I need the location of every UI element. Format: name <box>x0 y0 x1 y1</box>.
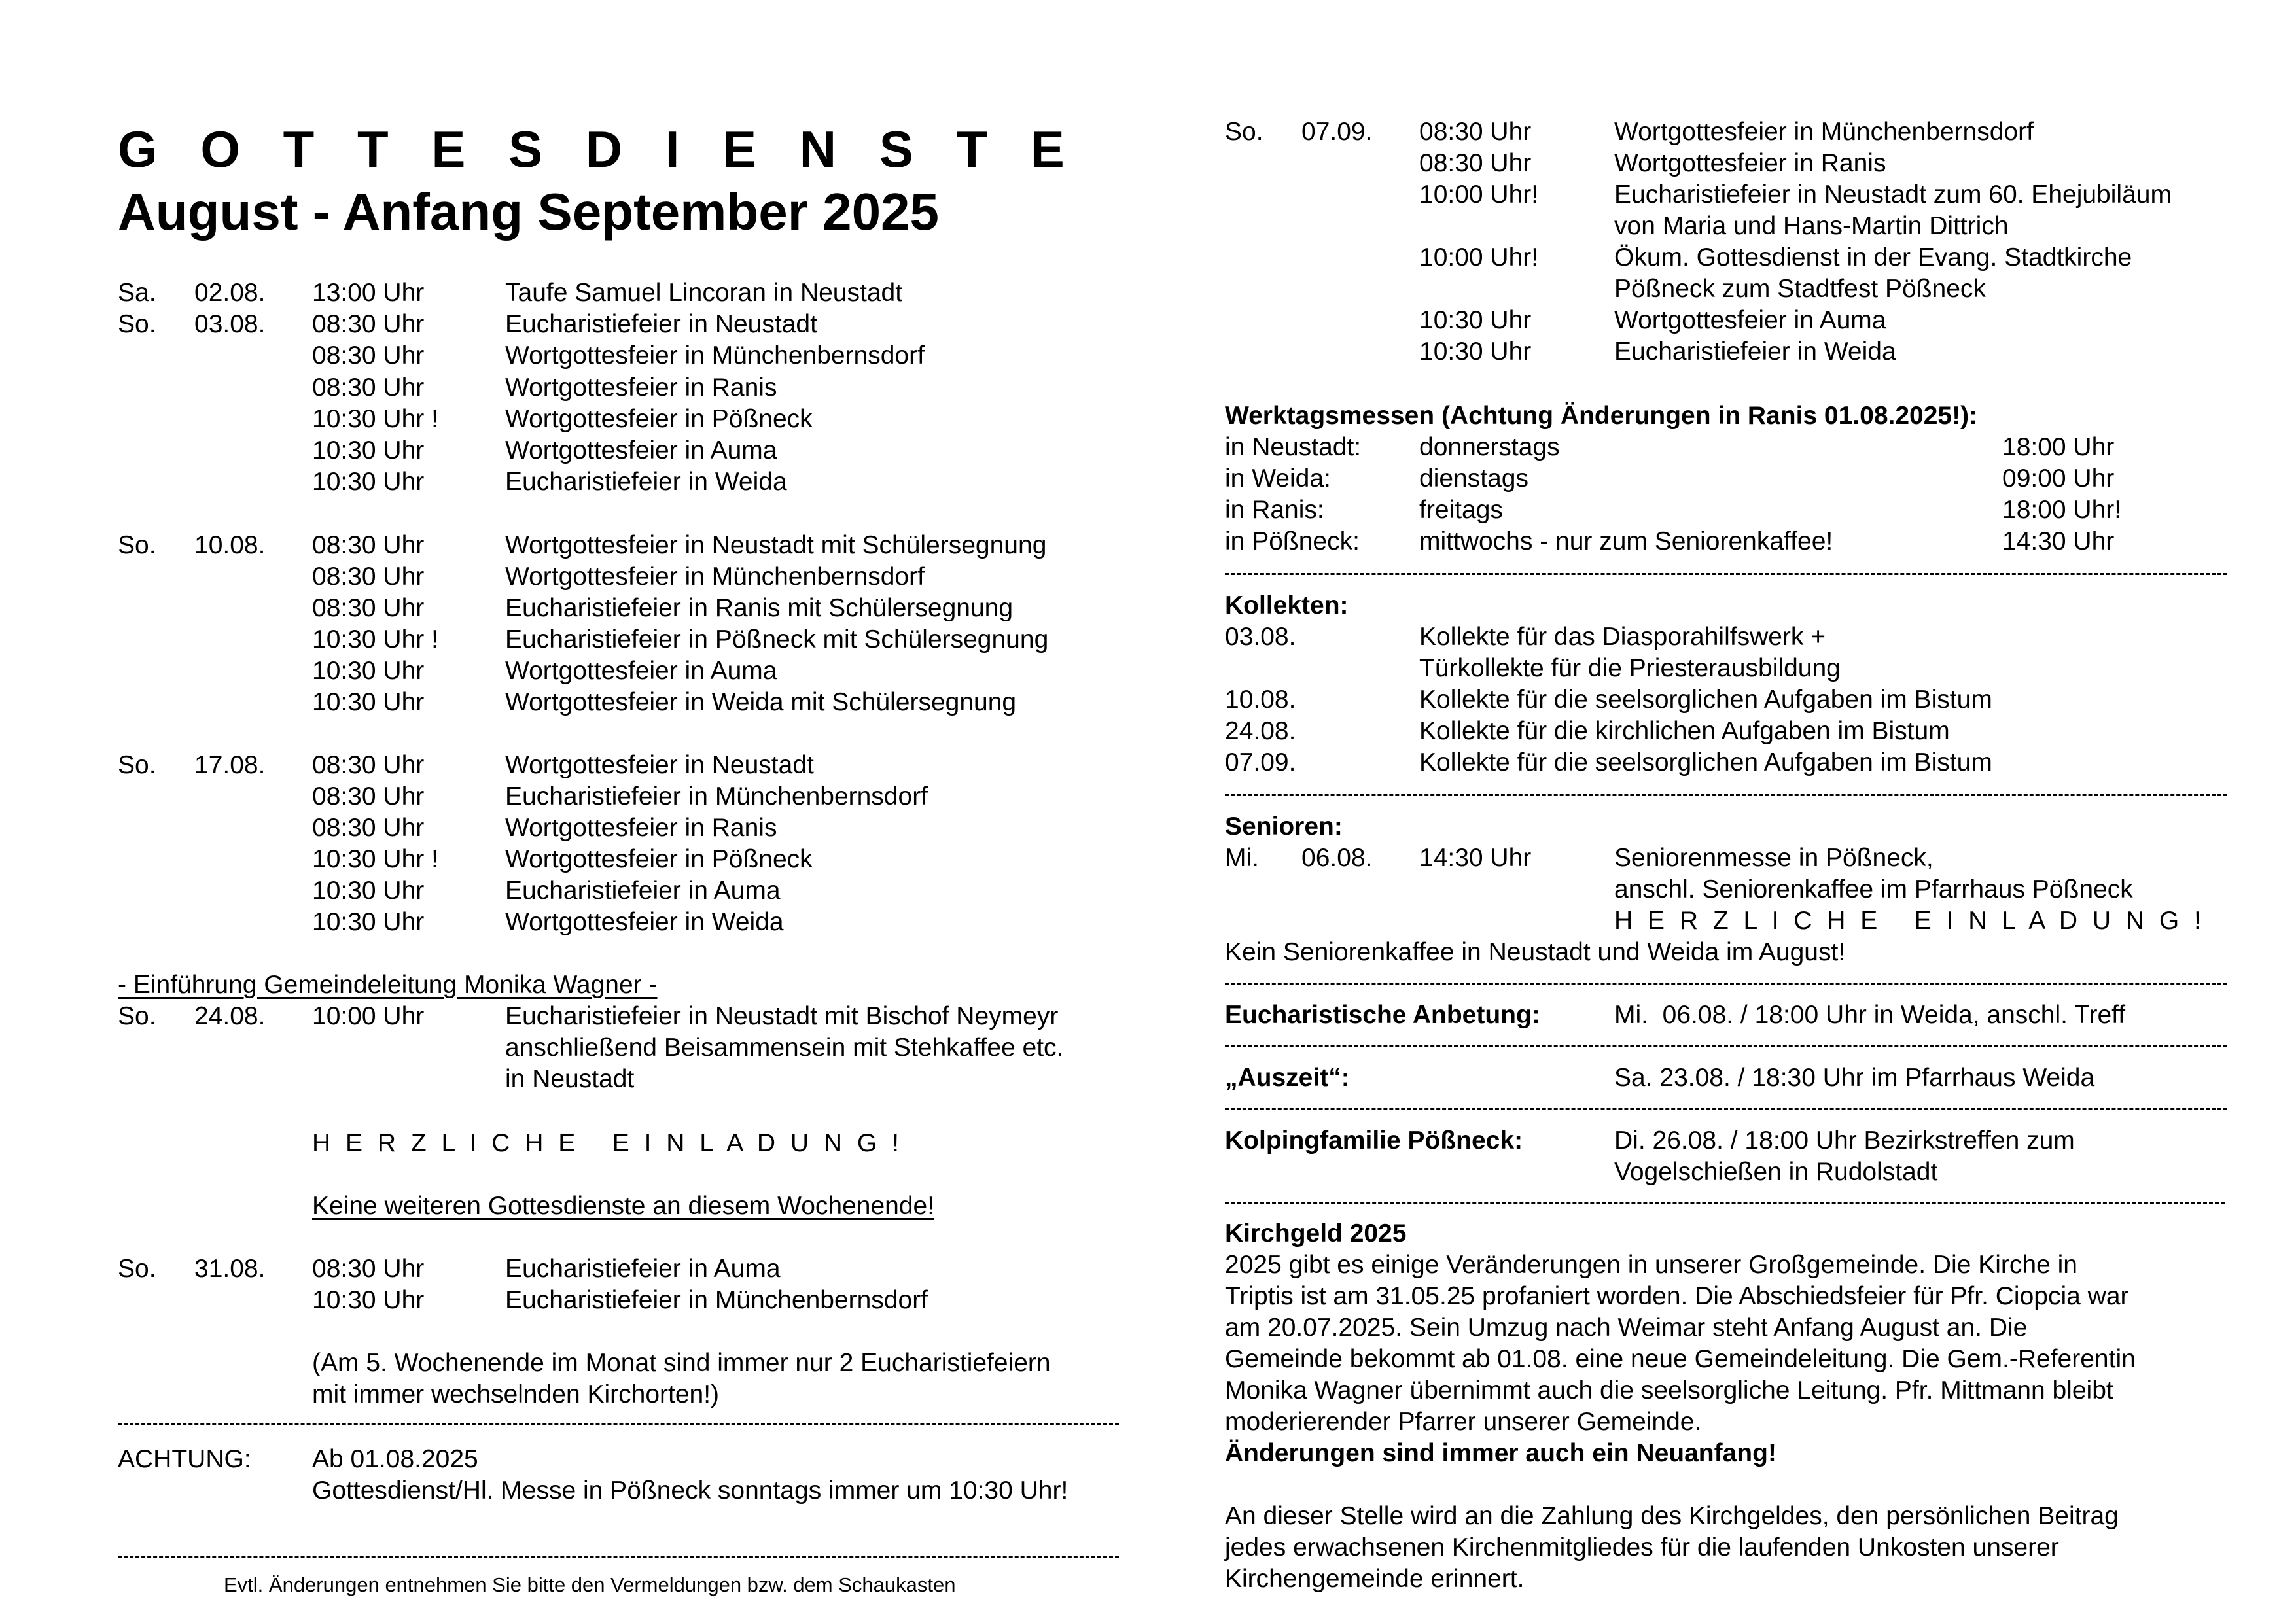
achtung-text: Ab 01.08.2025 <box>312 1445 478 1473</box>
service-text: Wortgottesfeier in Weida mit Schülersegnung <box>505 688 1017 716</box>
service-day: So. <box>118 531 156 559</box>
service-text: Eucharistiefeier in Weida <box>1614 338 1896 366</box>
achtung-text: Gottesdienst/Hl. Messe in Pößneck sonntags immer um 10:30 Uhr! <box>312 1476 1069 1505</box>
weekday-place: in Neustadt: <box>1225 433 1362 461</box>
service-text: Wortgottesfeier in Pößneck <box>505 405 813 433</box>
service-text: Wortgottesfeier in Neustadt <box>505 751 814 779</box>
invitation-text: H E R Z L I C H E E I N L A D U N G ! <box>312 1129 903 1157</box>
service-text: Wortgottesfeier in Auma <box>505 436 777 464</box>
seniors-text: anschl. Seniorenkaffee im Pfarrhaus Pößneck <box>1614 875 2133 903</box>
weekday-place: in Pößneck: <box>1225 527 1360 555</box>
weekday-time: 18:00 Uhr <box>2002 433 2115 461</box>
church-tax-closing-line: An dieser Stelle wird an die Zahlung des Kirchgeldes, den persönlichen Beitrag <box>1225 1502 2119 1530</box>
service-text: Ökum. Gottesdienst in der Evang. Stadtkirche <box>1614 243 2132 271</box>
church-tax-heading: Kirchgeld 2025 <box>1225 1219 1407 1248</box>
service-date: 03.08. <box>194 310 266 338</box>
service-text: Wortgottesfeier in Münchenbernsdorf <box>1614 118 2034 146</box>
service-time: 10:30 Uhr <box>312 657 425 685</box>
service-day: So. <box>1225 118 1263 146</box>
weekday-time: 18:00 Uhr! <box>2002 496 2122 524</box>
service-date: 02.08. <box>194 279 266 307</box>
service-time: 10:30 Uhr <box>1419 306 1532 334</box>
achtung-label: ACHTUNG: <box>118 1445 251 1473</box>
no-more-services-note: Keine weiteren Gottesdienste an diesem Wochenende! <box>312 1192 935 1220</box>
seniors-note: Kein Seniorenkaffee in Neustadt und Weida im August! <box>1225 938 1846 966</box>
service-time: 10:30 Uhr ! <box>312 405 438 433</box>
divider <box>1225 1202 2225 1204</box>
service-time: 08:30 Uhr <box>312 594 425 622</box>
weekday-masses-heading: Werktagsmessen (Achtung Änderungen in Ranis 01.08.2025!): <box>1225 402 1978 430</box>
service-day: So. <box>118 310 156 338</box>
service-day: So. <box>118 1255 156 1283</box>
service-day: So. <box>118 751 156 779</box>
weekday-time: 14:30 Uhr <box>2002 527 2115 555</box>
weekday-day: donnerstags <box>1419 433 1560 461</box>
kolping-text: Di. 26.08. / 18:00 Uhr Bezirkstreffen zum <box>1614 1126 2075 1155</box>
service-time: 10:30 Uhr <box>312 908 425 936</box>
service-time: 13:00 Uhr <box>312 279 425 307</box>
divider <box>118 1556 1119 1558</box>
service-text: Taufe Samuel Lincoran in Neustadt <box>505 279 903 307</box>
church-tax-highlight: Änderungen sind immer auch ein Neuanfang! <box>1225 1439 1776 1467</box>
service-date: 24.08. <box>194 1002 266 1030</box>
service-date: 07.09. <box>1301 118 1373 146</box>
service-time: 10:30 Uhr ! <box>312 625 438 654</box>
service-text: anschließend Beisammensein mit Stehkaffee etc. <box>505 1034 1064 1062</box>
church-tax-paragraph-line: moderierender Pfarrer unserer Gemeinde. <box>1225 1408 1702 1436</box>
weekday-day: mittwochs - nur zum Seniorenkaffee! <box>1419 527 1833 555</box>
collection-text: Kollekte für die kirchlichen Aufgaben im Bistum <box>1419 717 1950 745</box>
service-text: Eucharistiefeier in Neustadt <box>505 310 817 338</box>
service-text: Wortgottesfeier in Pößneck <box>505 845 813 873</box>
page-subtitle: August - Anfang September 2025 <box>118 183 940 241</box>
service-text: Eucharistiefeier in Auma <box>505 1255 781 1283</box>
service-time: 08:30 Uhr <box>312 814 425 842</box>
collection-date: 24.08. <box>1225 717 1296 745</box>
service-text: Eucharistiefeier in Weida <box>505 468 787 496</box>
service-text: Pößneck zum Stadtfest Pößneck <box>1614 275 1986 303</box>
special-heading: - Einführung Gemeindeleitung Monika Wagner - <box>118 971 658 999</box>
service-text: Wortgottesfeier in Ranis <box>1614 149 1886 177</box>
collection-date: 10.08. <box>1225 686 1296 714</box>
service-text: von Maria und Hans-Martin Dittrich <box>1614 212 2009 240</box>
church-tax-paragraph-line: am 20.07.2025. Sein Umzug nach Weimar steht Anfang August an. Die <box>1225 1314 2028 1342</box>
service-time: 10:30 Uhr <box>312 688 425 716</box>
collections-heading: Kollekten: <box>1225 591 1349 620</box>
service-time: 08:30 Uhr <box>312 310 425 338</box>
service-time: 10:00 Uhr! <box>1419 181 1539 209</box>
service-time: 08:30 Uhr <box>312 1255 425 1283</box>
service-time: 10:30 Uhr <box>312 436 425 464</box>
kolping-text: Vogelschießen in Rudolstadt <box>1614 1158 1938 1186</box>
church-tax-paragraph-line: Monika Wagner übernimmt auch die seelsorgliche Leitung. Pfr. Mittmann bleibt <box>1225 1376 2113 1405</box>
service-text: Eucharistiefeier in Neustadt mit Bischof Neymeyr <box>505 1002 1059 1030</box>
seniors-text: Seniorenmesse in Pößneck, <box>1614 844 1934 872</box>
service-text: Wortgottesfeier in Ranis <box>505 814 777 842</box>
service-time: 10:30 Uhr <box>312 1286 425 1314</box>
collection-date: 03.08. <box>1225 623 1296 651</box>
service-time: 10:30 Uhr <box>1419 338 1532 366</box>
service-text: Wortgottesfeier in Münchenbernsdorf <box>505 341 925 370</box>
invitation-text: H E R Z L I C H E E I N L A D U N G ! <box>1614 907 2205 935</box>
fifth-weekend-note: mit immer wechselnden Kirchorten!) <box>312 1380 720 1408</box>
service-time: 08:30 Uhr <box>312 563 425 591</box>
service-text: in Neustadt <box>505 1065 635 1093</box>
service-date: 10.08. <box>194 531 266 559</box>
weekday-day: freitags <box>1419 496 1503 524</box>
kolping-label: Kolpingfamilie Pößneck: <box>1225 1126 1523 1155</box>
collection-text: Türkollekte für die Priesterausbildung <box>1419 654 1841 682</box>
service-time: 10:30 Uhr ! <box>312 845 438 873</box>
weekday-time: 09:00 Uhr <box>2002 464 2115 493</box>
seniors-day: Mi. <box>1225 844 1259 872</box>
service-text: Wortgottesfeier in Münchenbernsdorf <box>505 563 925 591</box>
auszeit-label: „Auszeit“: <box>1225 1064 1350 1092</box>
seniors-time: 14:30 Uhr <box>1419 844 1532 872</box>
weekday-place: in Ranis: <box>1225 496 1324 524</box>
collection-date: 07.09. <box>1225 748 1296 777</box>
divider <box>1225 794 2227 796</box>
footer-note: Evtl. Änderungen entnehmen Sie bitte den Vermeldungen bzw. dem Schaukasten <box>224 1573 956 1596</box>
service-text: Eucharistiefeier in Ranis mit Schülersegnung <box>505 594 1014 622</box>
service-time: 08:30 Uhr <box>312 782 425 811</box>
service-text: Eucharistiefeier in Auma <box>505 877 781 905</box>
church-tax-paragraph-line: Triptis ist am 31.05.25 profaniert worden. Die Abschiedsfeier für Pfr. Ciopcia war <box>1225 1282 2129 1310</box>
divider <box>1225 573 2227 575</box>
service-time: 08:30 Uhr <box>312 341 425 370</box>
service-text: Eucharistiefeier in Neustadt zum 60. Ehejubiläum <box>1614 181 2172 209</box>
divider <box>118 1423 1119 1425</box>
service-text: Wortgottesfeier in Neustadt mit Schülersegnung <box>505 531 1047 559</box>
divider <box>1225 983 2227 985</box>
service-text: Wortgottesfeier in Auma <box>1614 306 1886 334</box>
seniors-heading: Senioren: <box>1225 812 1343 841</box>
church-tax-closing-line: jedes erwachsenen Kirchenmitgliedes für die laufenden Unkosten unserer <box>1225 1533 2059 1562</box>
church-tax-closing-line: Kirchengemeinde erinnert. <box>1225 1565 1525 1593</box>
service-date: 17.08. <box>194 751 266 779</box>
page-title: G O T T E S D I E N S T E <box>118 120 1079 178</box>
fifth-weekend-note: (Am 5. Wochenende im Monat sind immer nur 2 Eucharistiefeiern <box>312 1349 1051 1377</box>
service-time: 08:30 Uhr <box>312 374 425 402</box>
service-time: 08:30 Uhr <box>1419 118 1532 146</box>
service-date: 31.08. <box>194 1255 266 1283</box>
weekday-day: dienstags <box>1419 464 1528 493</box>
church-tax-paragraph-line: 2025 gibt es einige Veränderungen in unserer Großgemeinde. Die Kirche in <box>1225 1251 2077 1279</box>
service-time: 10:00 Uhr! <box>1419 243 1539 271</box>
auszeit-text: Sa. 23.08. / 18:30 Uhr im Pfarrhaus Weida <box>1614 1064 2095 1092</box>
service-text: Eucharistiefeier in Münchenbernsdorf <box>505 782 928 811</box>
divider <box>1225 1108 2227 1110</box>
service-time: 08:30 Uhr <box>312 751 425 779</box>
service-time: 08:30 Uhr <box>1419 149 1532 177</box>
collection-text: Kollekte für die seelsorglichen Aufgaben im Bistum <box>1419 686 1992 714</box>
church-tax-paragraph-line: Gemeinde bekommt ab 01.08. eine neue Gemeindeleitung. Die Gem.-Referentin <box>1225 1345 2136 1373</box>
collection-text: Kollekte für die seelsorglichen Aufgaben im Bistum <box>1419 748 1992 777</box>
seniors-date: 06.08. <box>1301 844 1373 872</box>
service-day: Sa. <box>118 279 156 307</box>
service-text: Wortgottesfeier in Ranis <box>505 374 777 402</box>
adoration-text: Mi. 06.08. / 18:00 Uhr in Weida, anschl. Treff <box>1614 1001 2126 1029</box>
service-text: Wortgottesfeier in Weida <box>505 908 784 936</box>
service-text: Eucharistiefeier in Pößneck mit Schülersegnung <box>505 625 1049 654</box>
service-time: 10:00 Uhr <box>312 1002 425 1030</box>
collection-text: Kollekte für das Diasporahilfswerk + <box>1419 623 1826 651</box>
service-time: 08:30 Uhr <box>312 531 425 559</box>
service-text: Eucharistiefeier in Münchenbernsdorf <box>505 1286 928 1314</box>
service-text: Wortgottesfeier in Auma <box>505 657 777 685</box>
service-time: 10:30 Uhr <box>312 877 425 905</box>
weekday-place: in Weida: <box>1225 464 1331 493</box>
service-time: 10:30 Uhr <box>312 468 425 496</box>
divider <box>1225 1045 2227 1047</box>
service-day: So. <box>118 1002 156 1030</box>
adoration-label: Eucharistische Anbetung: <box>1225 1001 1540 1029</box>
